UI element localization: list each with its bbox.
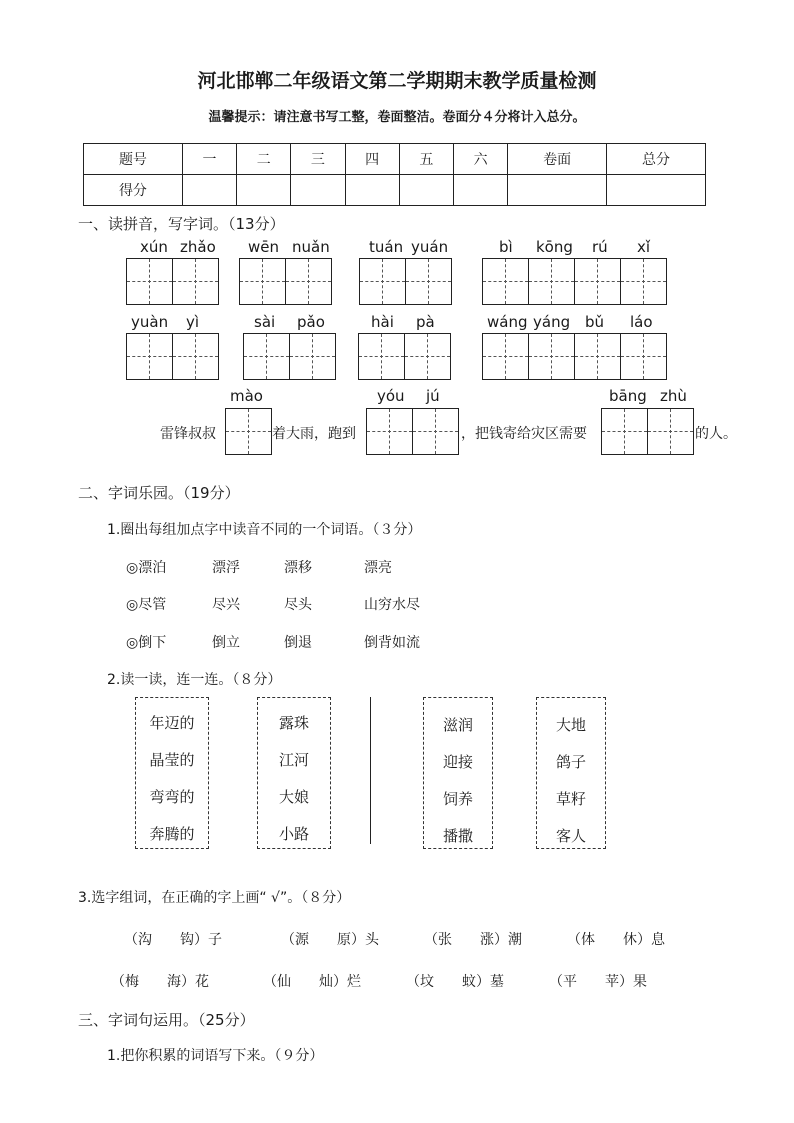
score-cell[interactable] (291, 175, 345, 206)
match-word[interactable]: 江河 (278, 751, 309, 769)
pinyin-label: yì (186, 313, 200, 331)
pinyin-label: zhǎo (180, 238, 216, 256)
pinyin-label: rú (592, 238, 608, 256)
pinyin-label: tuán (369, 238, 404, 256)
match-word[interactable]: 迎接 (442, 753, 473, 771)
pinyin-label: zhù (660, 387, 687, 405)
char-choice[interactable]: （仙 灿）烂 (263, 974, 361, 990)
pinyin-label: xǐ (637, 238, 651, 256)
word-option[interactable]: 尽头 (284, 597, 312, 613)
char-choice[interactable]: （体 休）息 (567, 932, 665, 948)
sentence-text: 的人。 (695, 426, 737, 442)
char-choice[interactable]: （梅 海）花 (111, 974, 209, 990)
pinyin-label: xún (140, 238, 168, 256)
char-choice[interactable]: （张 涨）潮 (424, 932, 522, 948)
word-option[interactable]: 漂浮 (212, 560, 240, 576)
match-word[interactable]: 播撒 (442, 827, 473, 845)
writing-grid[interactable] (601, 408, 694, 455)
table-header-cell: 六 (453, 144, 507, 175)
match-word[interactable]: 鸽子 (555, 753, 586, 771)
pinyin-label: láo (630, 313, 653, 331)
match-word[interactable]: 年迈的 (149, 714, 195, 732)
sentence-text: 雷锋叔叔 (160, 426, 216, 442)
match-word[interactable]: 草籽 (555, 790, 586, 808)
score-cell[interactable] (237, 175, 291, 206)
pinyin-label: yuàn (131, 313, 169, 331)
writing-grid[interactable] (358, 333, 451, 380)
pinyin-label: mào (230, 387, 263, 405)
writing-grid[interactable] (126, 333, 219, 380)
score-cell[interactable] (399, 175, 453, 206)
score-table-header-row (84, 144, 706, 175)
score-cell[interactable] (508, 175, 607, 206)
match-word[interactable]: 客人 (555, 827, 586, 845)
char-choice[interactable]: （源 原）头 (281, 932, 379, 948)
word-option[interactable]: 倒背如流 (364, 635, 420, 651)
match-word[interactable]: 大地 (555, 716, 586, 734)
writing-grid[interactable] (243, 333, 336, 380)
pinyin-label: wáng (487, 313, 528, 331)
match-word[interactable]: 滋润 (442, 716, 473, 734)
pinyin-label: wēn (248, 238, 280, 256)
table-header-cell: 三 (291, 144, 345, 175)
table-header-cell: 题号 (84, 144, 183, 175)
score-cell[interactable] (345, 175, 399, 206)
pinyin-label: bì (499, 238, 513, 256)
pinyin-label: yuán (411, 238, 449, 256)
word-option[interactable]: ◎尽管 (126, 597, 167, 613)
pinyin-label: bāng (609, 387, 647, 405)
pinyin-label: yóu (377, 387, 405, 405)
match-column-4 (536, 697, 606, 849)
word-option[interactable]: 漂移 (284, 560, 312, 576)
score-table-score-row (84, 175, 706, 206)
match-word[interactable]: 露珠 (278, 714, 309, 732)
pinyin-label: bǔ (585, 313, 605, 331)
table-header-cell: 四 (345, 144, 399, 175)
question-title: 1.圈出每组加点字中读音不同的一个词语。（３分） (107, 522, 422, 538)
writing-grid[interactable] (126, 258, 219, 305)
table-header-cell: 一 (182, 144, 236, 175)
match-word[interactable]: 小路 (278, 825, 309, 843)
writing-grid[interactable] (366, 408, 459, 455)
sentence-text: ，把钱寄给灾区需要 (461, 426, 587, 442)
match-column-2 (257, 697, 331, 849)
pinyin-label: kōng (536, 238, 573, 256)
score-cell[interactable] (607, 175, 706, 206)
word-option[interactable]: ◎倒下 (126, 635, 167, 651)
pinyin-label: jú (426, 387, 440, 405)
match-column-3 (423, 697, 493, 849)
match-word[interactable]: 饲养 (442, 790, 473, 808)
sentence-text: 着大雨，跑到 (272, 426, 356, 442)
match-word[interactable]: 奔腾的 (149, 825, 195, 843)
word-option[interactable]: 山穷水尽 (364, 597, 420, 613)
question-title: 3.选字组词，在正确的字上画“ √”。（８分） (78, 890, 351, 906)
word-option[interactable]: 倒立 (212, 635, 240, 651)
pinyin-label: pǎo (297, 313, 325, 331)
divider-line (370, 697, 371, 844)
tip-text: 温馨提示：请注意书写工整，卷面整洁。卷面分４分将计入总分。 (208, 110, 586, 125)
pinyin-label: hài (371, 313, 394, 331)
word-option[interactable]: 漂亮 (364, 560, 392, 576)
writing-grid[interactable] (482, 333, 667, 380)
char-choice[interactable]: （坟 蚊）墓 (406, 974, 504, 990)
table-header-cell: 二 (237, 144, 291, 175)
page-title: 河北邯郸二年级语文第二学期期末教学质量检测 (197, 70, 597, 92)
writing-grid[interactable] (359, 258, 452, 305)
word-option[interactable]: 倒退 (284, 635, 312, 651)
pinyin-label: pà (416, 313, 435, 331)
section2-heading: 二、字词乐园。（19分） (78, 484, 240, 502)
match-word[interactable]: 大娘 (278, 788, 309, 806)
score-cell[interactable] (453, 175, 507, 206)
table-row-label: 得分 (84, 175, 183, 206)
match-word[interactable]: 弯弯的 (149, 788, 195, 806)
table-header-cell: 总分 (607, 144, 706, 175)
section3-heading: 三、字词句运用。（25分） (78, 1011, 255, 1029)
pinyin-label: sài (254, 313, 276, 331)
score-cell[interactable] (182, 175, 236, 206)
score-table (83, 143, 706, 206)
char-choice[interactable]: （平 苹）果 (549, 974, 647, 990)
match-word[interactable]: 晶莹的 (149, 751, 195, 769)
pinyin-label: yáng (533, 313, 571, 331)
question-title: 1.把你积累的词语写下来。（９分） (107, 1048, 324, 1064)
writing-grid[interactable] (239, 258, 332, 305)
section1-heading: 一、读拼音，写字词。（13分） (78, 215, 285, 233)
writing-grid[interactable] (225, 408, 272, 455)
word-option[interactable]: 尽兴 (212, 597, 240, 613)
question-title: 2.读一读，连一连。（８分） (107, 672, 282, 688)
table-header-cell: 五 (399, 144, 453, 175)
match-column-1 (135, 697, 209, 849)
char-choice[interactable]: （沟 钩）子 (124, 932, 222, 948)
word-option[interactable]: ◎漂泊 (126, 560, 167, 576)
pinyin-label: nuǎn (292, 238, 330, 256)
table-header-cell: 卷面 (508, 144, 607, 175)
writing-grid[interactable] (482, 258, 667, 305)
